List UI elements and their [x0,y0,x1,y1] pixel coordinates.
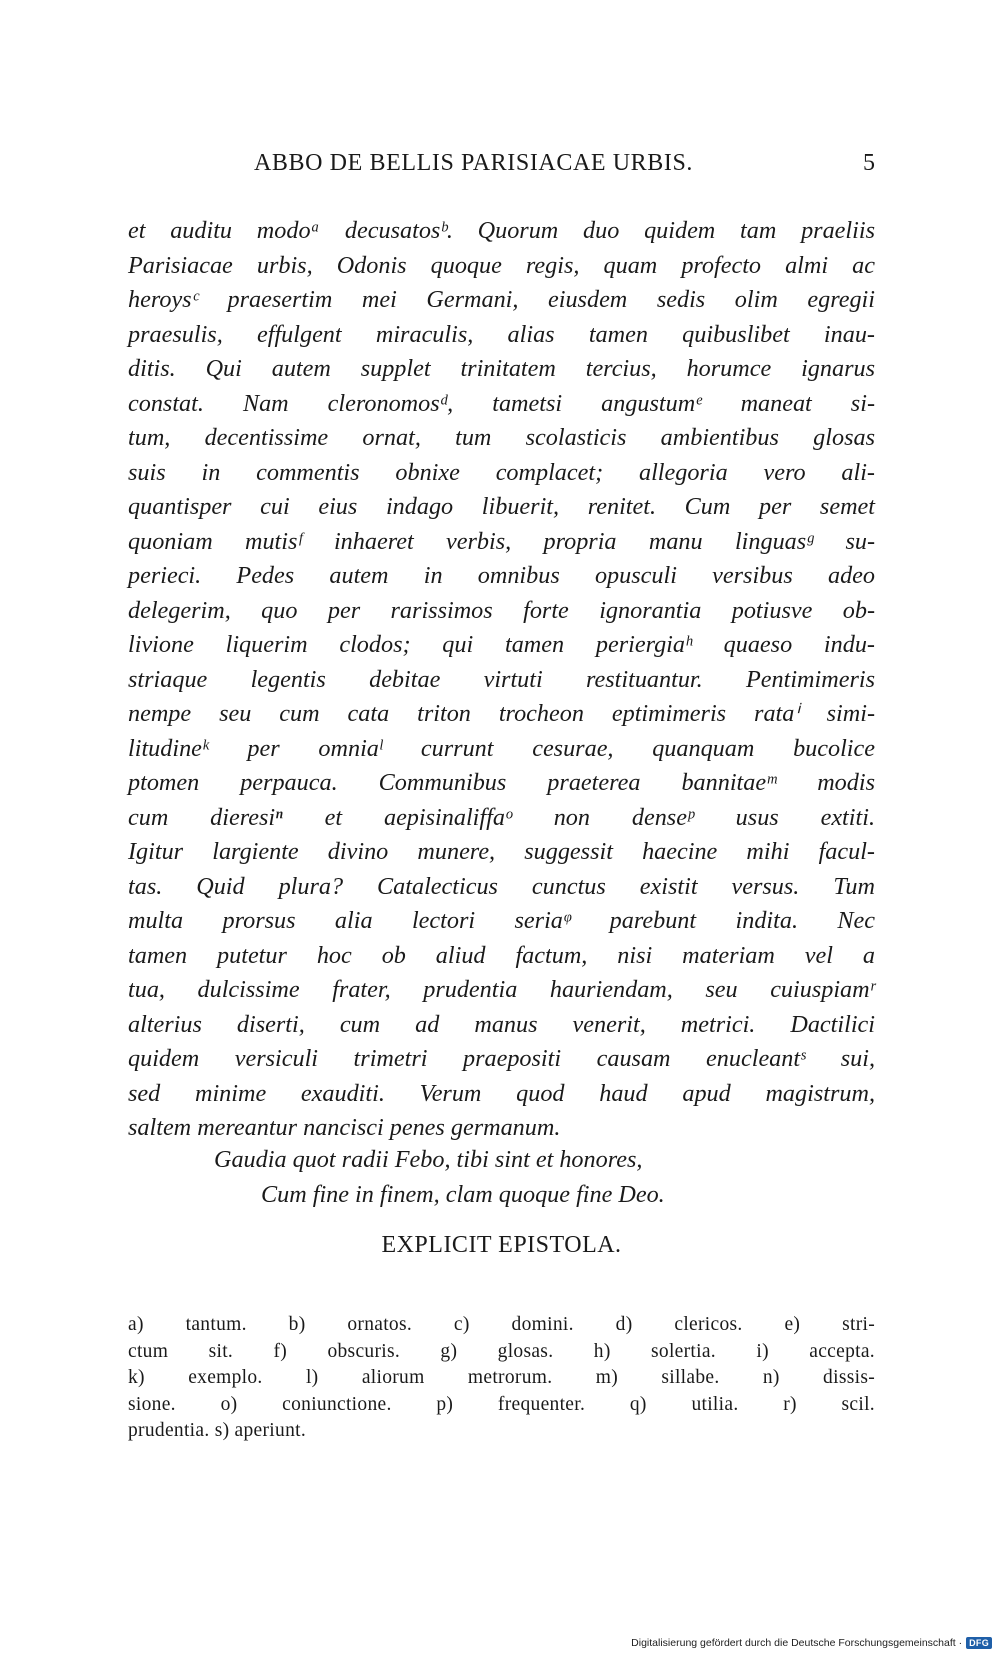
text-line: tamen putetur hoc ob aliud factum, nisi materiam vel a [128,941,875,969]
text-line: heroysᶜ praesertim mei Germani, eiusdem sedis olim egregii [128,286,875,313]
explicit-heading: EXPLICIT EPISTOLA. [381,1232,622,1258]
text-line: constat. Nam cleronomosᵈ, tametsi angustumᵉ maneat si- [128,389,875,417]
credit-text: Digitalisierung gefördert durch die Deutsche Forschungsgemeinschaft · [631,1637,963,1649]
text-line: suis in commentis obnixe complacet; allegoria vero ali- [128,458,875,486]
text-line: quoniam mutisᶠ inhaeret verbis, propria manu linguasᵍ su- [128,527,875,555]
text-line: quidem versiculi trimetri praepositi causam enucleantˢ sui, [128,1045,875,1072]
text-line: et auditu modoᵃ decusatosᵇ. Quorum duo quidem tam praeliis [128,217,875,244]
text-line: tua, dulcissime frater, prudentia hauriendam, seu cuiuspiamʳ [128,976,875,1003]
text-line: Igitur largiente divino munere, suggessit haecine mihi facul- [128,838,875,865]
footnote-line: k) exemplo. l) aliorum metrorum. m) sillabe. n) dissis- [128,1367,875,1388]
poem-verse: Gaudia quot radii Febo, tibi sint et honores, [214,1146,643,1173]
text-line: ptomen perpauca. Communibus praeterea bannitaeᵐ modis [128,769,875,796]
text-line: multa prorsus alia lectori seriaᵠ parebunt indita. Nec [128,907,875,934]
text-line: ditis. Qui autem supplet trinitatem tercius, horumce ignarus [128,355,875,382]
text-line: tas. Quid plura? Catalecticus cunctus existit versus. Tum [128,872,875,900]
footnote-line: a) tantum. b) ornatos. c) domini. d) clericos. e) stri- [128,1314,875,1335]
running-title: ABBO DE BELLIS PARISIACAE URBIS. [254,150,694,176]
poem-block [128,1143,875,1212]
epistola-text [128,214,875,1146]
poem-verse: Cum fine in finem, clam quoque fine Deo. [261,1180,665,1208]
text-line: nempe seu cum cata triton trocheon eptimimeris rataⁱ simi- [128,700,875,727]
text-line: striaque legentis debitae virtuti restituantur. Pentimimeris [128,665,875,693]
text-line: Parisiacae urbis, Odonis quoque regis, quam profecto almi ac [128,251,875,279]
text-line: sed minime exauditi. Verum quod haud apud magistrum, [128,1079,875,1107]
text-line: livione liquerim clodos; qui tamen periergiaʰ quaeso indu- [128,631,875,658]
text-line: praesulis, effulgent miraculis, alias tamen quibuslibet inau- [128,320,875,348]
dfg-logo: DFG [966,1637,992,1649]
text-line: perieci. Pedes autem in omnibus opusculi versibus adeo [128,562,875,589]
text-line: delegerim, quo per rarissimos forte ignorantia potiusve ob- [128,596,875,624]
text-line: alterius diserti, cum ad manus venerit, metrici. Dactilici [128,1010,875,1038]
text-line: quantisper cui eius indago libuerit, renitet. Cum per semet [128,493,875,520]
text-line: tum, decentissime ornat, tum scolasticis ambientibus glosas [128,424,875,451]
page-header [128,150,875,184]
text-line: cum dieresiⁿ et aepisinaliffaᵒ non denseᵖ usus extiti. [128,803,875,831]
footnotes [128,1312,875,1445]
footnote-line: prudentia. s) aperiunt. [128,1420,307,1441]
footnote-line: ctum sit. f) obscuris. g) glosas. h) solertia. i) accepta. [128,1340,875,1362]
footnote-line: sione. o) coniunctione. p) frequenter. q) utilia. r) scil. [128,1393,875,1415]
text-line: litudineᵏ per omniaˡ currunt cesurae, quanquam bucolice [128,734,875,762]
digitization-credit [631,1637,992,1649]
text-line: saltem mereantur nancisci penes germanum. [128,1114,561,1141]
page-number: 5 [863,150,875,176]
